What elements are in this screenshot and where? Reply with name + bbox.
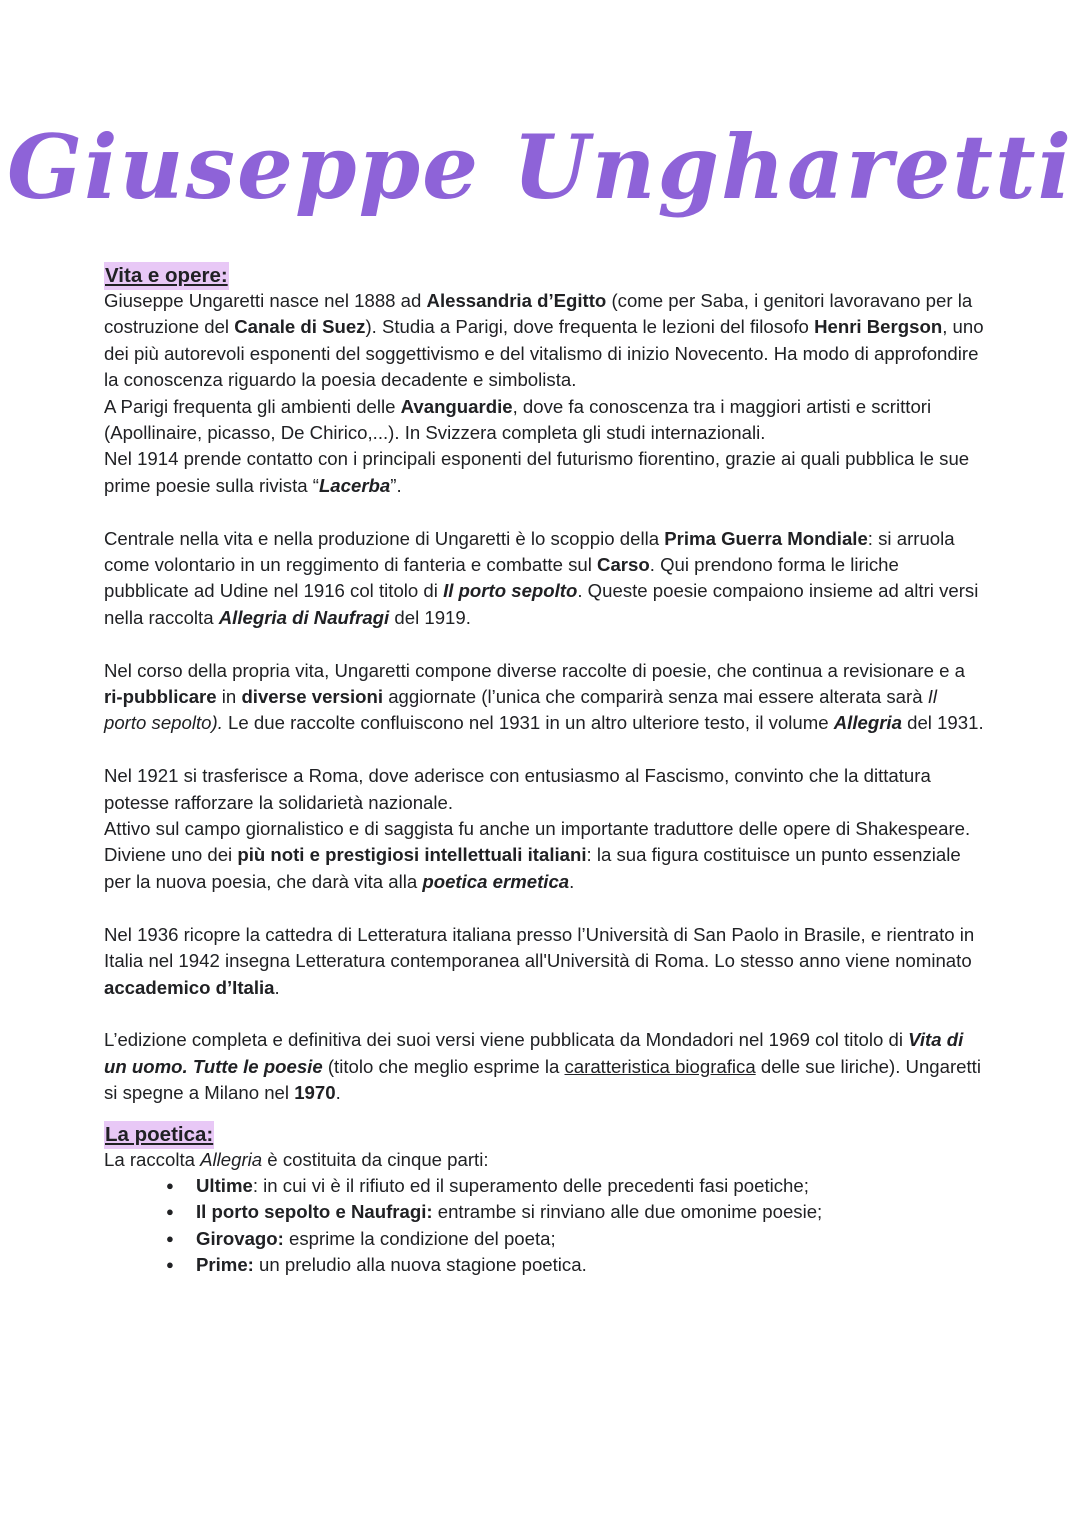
paragraph-birth: Giuseppe Ungaretti nasce nel 1888 ad Alessandria d’Egitto (come per Saba, i genitori lavoravano per la costruzione del Canale di Suez). Studia a Parigi, dove frequenta le lezioni del filosofo Henri Bergson, uno dei più autorevoli esponenti del soggettivismo e del vitalismo di inizio Novecento. Ha modo di approfondire la conoscenza riguardo la poesia decadente e simbolista. bbox=[104, 290, 984, 391]
paragraph-1921-rome: Nel 1921 si trasferisce a Roma, dove aderisce con entusiasmo al Fascismo, convinto che la dittatura potesse rafforzare la solidarietà nazionale. bbox=[104, 765, 931, 813]
document-body bbox=[104, 262, 984, 1279]
list-item: ● Ultime: in cui vi è il rifiuto ed il superamento delle precedenti fasi poetiche; bbox=[196, 1173, 984, 1199]
paragraph-paris: A Parigi frequenta gli ambienti delle Avanguardie, dove fa conoscenza tra i maggiori artisti e scrittori (Apollinaire, picasso, De Chirico,...). In Svizzera completa gli studi internazionali. bbox=[104, 395, 932, 444]
page-title: Giuseppe Ungharetti bbox=[6, 115, 1074, 219]
paragraph-complete-edition: L’edizione completa e definitiva dei suoi versi viene pubblicata da Mondadori nel 1969 col titolo di Vita di un uomo. Tutte le poesie (titolo che meglio esprime la caratteristica biografica delle sue liriche). Ungaretti si spegne a Milano nel 1970. bbox=[104, 1029, 981, 1104]
paragraph-translator: Attivo sul campo giornalistico e di saggista fu anche un importante traduttore delle opere di Shakespeare. Diviene uno dei più noti e prestigiosi intellettuali italiani: la sua figura costituisce un punto essenziale per la nuova poesia, che darà vita alla poetica ermetica. bbox=[104, 818, 971, 892]
paragraph-1936-brasil: Nel 1936 ricopre la cattedra di Letteratura italiana presso l’Università di San Paolo in Brasile, e rientrato in Italia nel 1942 insegna Letteratura contemporanea all'Università di Roma. Lo stesso anno viene nominato accademico d’Italia. bbox=[104, 923, 975, 998]
section-heading-la-poetica: La poetica: bbox=[104, 1121, 214, 1149]
paragraph-1914: Nel 1914 prende contatto con i principali esponenti del futurismo fiorentino, grazie ai quali pubblica le sue prime poesie sulla rivista “Lacerba”. bbox=[104, 448, 970, 496]
list-item: ● Girovago: esprime la condizione del poeta; bbox=[196, 1226, 984, 1252]
paragraph-allegria-intro: La raccolta Allegria è costituita da cinque parti: bbox=[104, 1148, 489, 1170]
allegria-parts-list bbox=[104, 1173, 984, 1279]
paragraph-collections: Nel corso della propria vita, Ungaretti compone diverse raccolte di poesie, che continua a revisionare e a ri-pubblicare in diverse versioni aggiornate (l’unica che comparirà senza mai essere alterata sarà Il porto sepolto). Le due raccolte confluiscono nel 1931 in un altro ulteriore testo, il volume Allegria del 1931. bbox=[104, 659, 984, 734]
list-item: ● Il porto sepolto e Naufragi: entrambe si rinviano alle due omonime poesie; bbox=[196, 1199, 984, 1225]
section-heading-vita-e-opere: Vita e opere: bbox=[104, 262, 229, 290]
list-item: ● Prime: un preludio alla nuova stagione poetica. bbox=[196, 1252, 984, 1278]
paragraph-first-world-war: Centrale nella vita e nella produzione di Ungaretti è lo scoppio della Prima Guerra Mondiale: si arruola come volontario in un reggimento di fanteria e combatte sul Carso. Qui prendono forma le liriche pubblicate ad Udine nel 1916 col titolo di Il porto sepolto. Queste poesie compaiono insieme ad altri versi nella raccolta Allegria di Naufragi del 1919. bbox=[104, 527, 979, 628]
